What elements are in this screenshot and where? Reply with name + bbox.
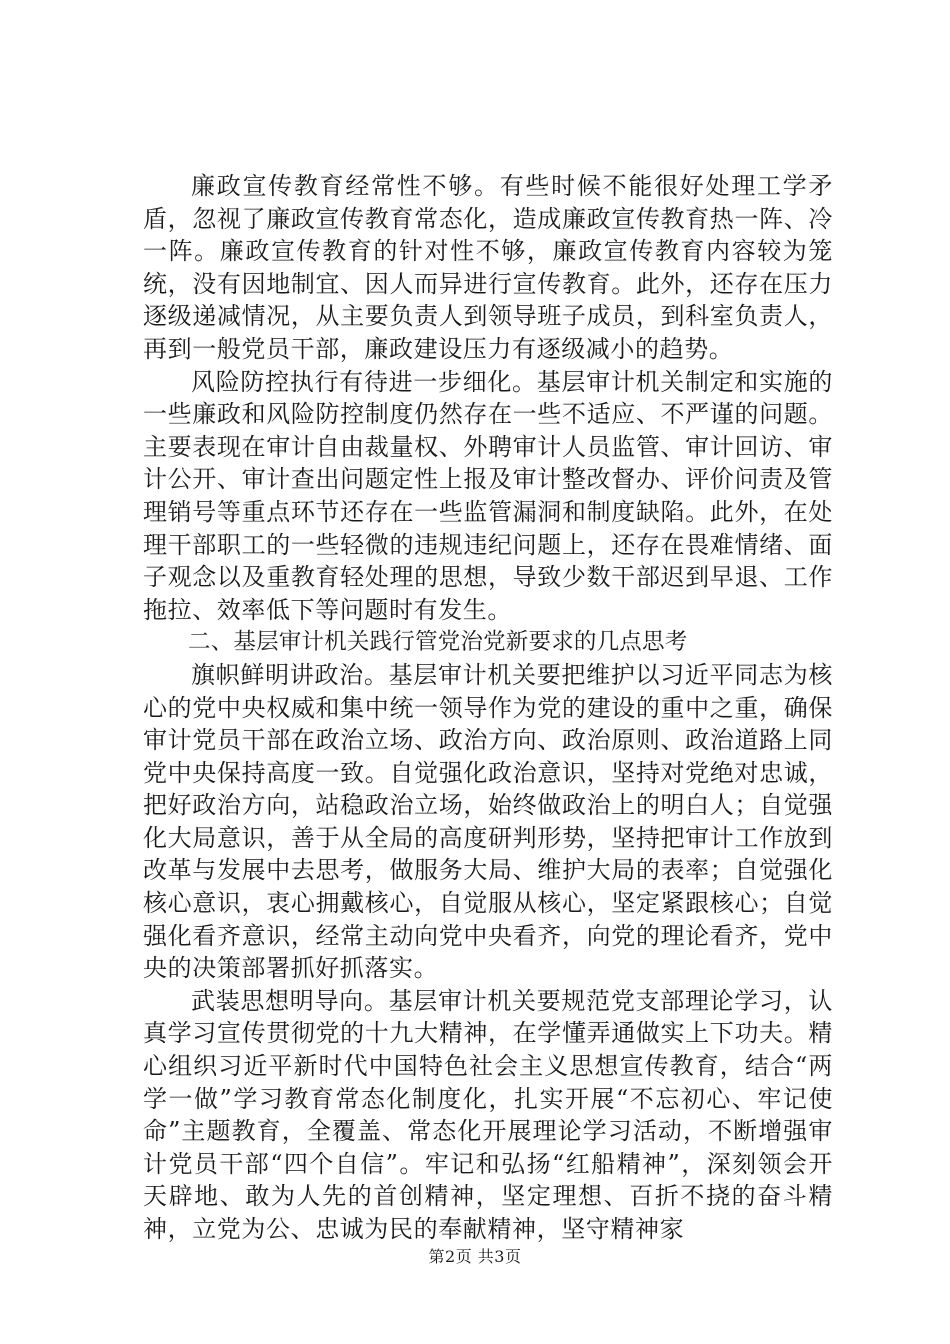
- paragraph-risk-control: 风险防控执行有待进一步细化。基层审计机关制定和实施的一些廉政和风险防控制度仍然存在一些不适应、不严谨的问题。主要表现在审计自由裁量权、外聘审计人员监管、审计回访、审计公开、审计查出问题定性上报及审计整改督办、评价问责及管理销号等重点环节还存在一些监管漏洞和制度缺陷。此外，在处理干部职工的一些轻微的违规违纪问题上，还存在畏难情绪、面子观念以及重教育轻处理的思想，导致少数干部迟到早退、工作拖拉、效率低下等问题时有发生。: [143, 367, 833, 624]
- paragraph-integrity-education: 廉政宣传教育经常性不够。有些时候不能很好处理工学矛盾，忽视了廉政宣传教育常态化，造成廉政宣传教育热一阵、冷一阵。廉政宣传教育的针对性不够，廉政宣传教育内容较为笼统，没有因地制宜、因人而异进行宣传教育。此外，还存在压力逐级递减情况，从主要负责人到领导班子成员，到科室负责人，再到一般党员干部，廉政建设压力有逐级减小的趋势。: [143, 172, 833, 363]
- section-heading: 二、基层审计机关践行管党治党新要求的几点思考: [188, 629, 688, 656]
- paragraph-politics: 旗帜鲜明讲政治。基层审计机关要把维护以习近平同志为核心的党中央权威和集中统一领导作为党的建设的重中之重，确保审计党员干部在政治立场、政治方向、政治原则、政治道路上同党中央保持高度一致。自觉强化政治意识，坚持对党绝对忠诚，把好政治方向，站稳政治立场，始终做政治上的明白人；自觉强化大局意识，善于从全局的高度研判形势，坚持把审计工作放到改革与发展中去思考，做服务大局、维护大局的表率；自觉强化核心意识，衷心拥戴核心，自觉服从核心，坚定紧跟核心；自觉强化看齐意识，经常主动向党中央看齐，向党的理论看齐，党中央的决策部署抓好抓落实。: [143, 660, 833, 983]
- document-body: [143, 170, 833, 1246]
- page-number-footer: 第2页 共3页: [428, 1247, 522, 1266]
- paragraph-ideology: 武装思想明导向。基层审计机关要规范党支部理论学习，认真学习宣传贯彻党的十九大精神，在学懂弄通做实上下功夫。精心组织习近平新时代中国特色社会主义思想宣传教育，结合“两学一做”学习教育常态化制度化，扎实开展“不忘初心、牢记使命”主题教育，全覆盖、常态化开展理论学习活动，不断增强审计党员干部“四个自信”。牢记和弘扬“红船精神”，深刻领会开天辟地、敢为人先的首创精神，坚定理想、百折不挠的奋斗精神，立党为公、忠诚为民的奉献精神，坚守精神家: [143, 986, 833, 1243]
